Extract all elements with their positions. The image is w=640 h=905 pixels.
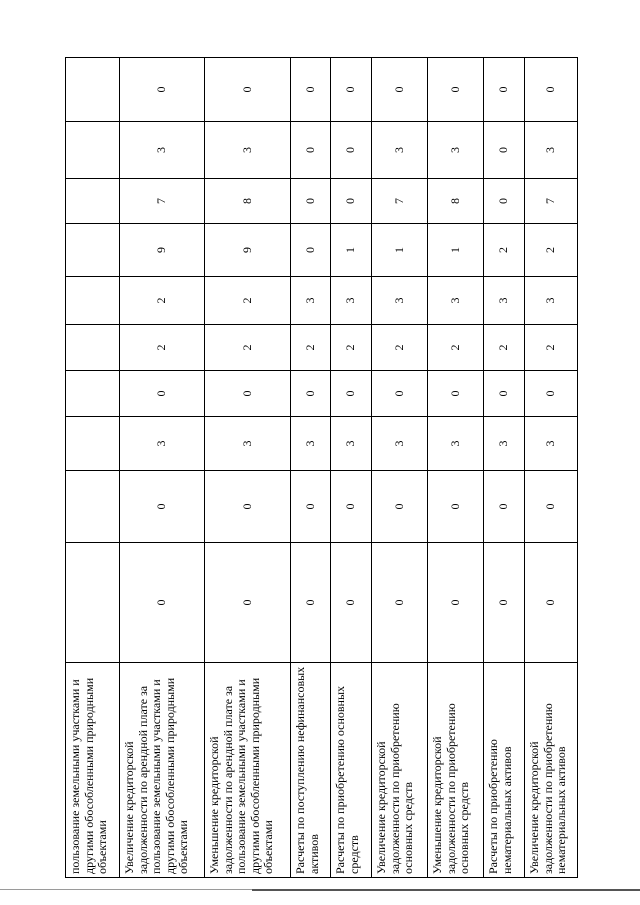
code-cell-10: 0 xyxy=(372,58,428,122)
code-cell-6: 3 xyxy=(372,277,428,325)
code-cell-4: 0 xyxy=(428,371,484,417)
code-cell-5: 2 xyxy=(428,325,484,371)
code-cell-2: 0 xyxy=(331,471,372,543)
code-cell-4: 0 xyxy=(205,371,291,417)
code-cell-10: 0 xyxy=(120,58,205,122)
code-cell-3: 3 xyxy=(428,417,484,471)
code-cell-8: 0 xyxy=(484,179,525,224)
code-cell-9: 3 xyxy=(525,122,578,179)
code-cell-5: 2 xyxy=(120,325,205,371)
code-cell-4: 0 xyxy=(291,371,331,417)
code-cell-3: 3 xyxy=(372,417,428,471)
code-cell-8: 8 xyxy=(428,179,484,224)
row-description: Уменьшение кредиторской задолженности по приобретению основных средств xyxy=(428,663,484,878)
code-cell-10: 0 xyxy=(291,58,331,122)
row-description: Расчеты по поступлению нефинансовых активов xyxy=(291,663,331,878)
table-row xyxy=(331,58,372,878)
code-cell-9 xyxy=(66,122,120,179)
code-cell-7: 1 xyxy=(331,224,372,277)
table-row xyxy=(428,58,484,878)
code-cell-9: 3 xyxy=(372,122,428,179)
code-cell-6: 3 xyxy=(291,277,331,325)
code-cell-1: 0 xyxy=(428,543,484,663)
code-cell-4: 0 xyxy=(525,371,578,417)
scan-edge-mark xyxy=(252,889,640,891)
code-cell-6: 2 xyxy=(120,277,205,325)
code-cell-5: 2 xyxy=(291,325,331,371)
code-cell-9: 3 xyxy=(428,122,484,179)
code-cell-8: 0 xyxy=(291,179,331,224)
code-cell-8: 7 xyxy=(120,179,205,224)
code-cell-3: 3 xyxy=(205,417,291,471)
code-cell-2 xyxy=(66,471,120,543)
accounting-codes-table xyxy=(65,57,578,878)
table-row xyxy=(205,58,291,878)
code-cell-2: 0 xyxy=(120,471,205,543)
code-cell-5 xyxy=(66,325,120,371)
code-cell-5: 2 xyxy=(372,325,428,371)
code-cell-10: 0 xyxy=(205,58,291,122)
row-description: Увеличение кредиторской задолженности по приобретению основных средств xyxy=(372,663,428,878)
code-cell-4: 0 xyxy=(331,371,372,417)
code-cell-7: 2 xyxy=(525,224,578,277)
code-cell-8: 0 xyxy=(331,179,372,224)
code-cell-7: 9 xyxy=(205,224,291,277)
row-description: Уменьшение кредиторской задолженности по арендной плате за пользование земельными участками и другими обособленными природными объектами xyxy=(205,663,291,878)
code-cell-9: 0 xyxy=(331,122,372,179)
code-cell-6: 3 xyxy=(428,277,484,325)
code-cell-2: 0 xyxy=(291,471,331,543)
code-cell-10: 0 xyxy=(525,58,578,122)
code-cell-6: 2 xyxy=(205,277,291,325)
table-row xyxy=(291,58,331,878)
row-description: пользование земельными участками и другими обособленными природными объектами xyxy=(66,663,120,878)
code-cell-7 xyxy=(66,224,120,277)
code-cell-3 xyxy=(66,417,120,471)
code-cell-1: 0 xyxy=(484,543,525,663)
code-cell-2: 0 xyxy=(525,471,578,543)
table-row xyxy=(525,58,578,878)
code-cell-9: 0 xyxy=(484,122,525,179)
row-description: Увеличение кредиторской задолженности по арендной плате за пользование земельными участками и другими обособленными природными объектами xyxy=(120,663,205,878)
code-cell-8 xyxy=(66,179,120,224)
code-cell-1: 0 xyxy=(205,543,291,663)
code-cell-1: 0 xyxy=(331,543,372,663)
code-cell-9: 0 xyxy=(291,122,331,179)
code-cell-4: 0 xyxy=(484,371,525,417)
code-cell-7: 9 xyxy=(120,224,205,277)
table-row xyxy=(484,58,525,878)
code-cell-8: 7 xyxy=(525,179,578,224)
code-cell-7: 1 xyxy=(428,224,484,277)
code-cell-8: 7 xyxy=(372,179,428,224)
code-cell-6: 3 xyxy=(484,277,525,325)
code-cell-3: 3 xyxy=(525,417,578,471)
code-cell-10 xyxy=(66,58,120,122)
code-cell-1: 0 xyxy=(291,543,331,663)
code-cell-3: 3 xyxy=(331,417,372,471)
code-cell-2: 0 xyxy=(205,471,291,543)
code-cell-2: 0 xyxy=(372,471,428,543)
table-row xyxy=(66,58,120,878)
code-cell-10: 0 xyxy=(331,58,372,122)
code-cell-9: 3 xyxy=(205,122,291,179)
code-cell-3: 3 xyxy=(120,417,205,471)
code-cell-7: 1 xyxy=(372,224,428,277)
code-cell-4 xyxy=(66,371,120,417)
table-row xyxy=(372,58,428,878)
code-cell-3: 3 xyxy=(484,417,525,471)
table-row xyxy=(120,58,205,878)
code-cell-1: 0 xyxy=(525,543,578,663)
code-cell-1 xyxy=(66,543,120,663)
code-cell-5: 2 xyxy=(484,325,525,371)
code-cell-7: 0 xyxy=(291,224,331,277)
code-cell-5: 2 xyxy=(331,325,372,371)
code-cell-6: 3 xyxy=(331,277,372,325)
code-cell-3: 3 xyxy=(291,417,331,471)
code-cell-2: 0 xyxy=(484,471,525,543)
code-cell-7: 2 xyxy=(484,224,525,277)
code-cell-6: 3 xyxy=(525,277,578,325)
row-description: Увеличение кредиторской задолженности по приобретению нематериальных активов xyxy=(525,663,578,878)
code-cell-1: 0 xyxy=(372,543,428,663)
code-cell-8: 8 xyxy=(205,179,291,224)
code-cell-4: 0 xyxy=(372,371,428,417)
code-cell-5: 2 xyxy=(205,325,291,371)
code-cell-5: 2 xyxy=(525,325,578,371)
code-cell-6 xyxy=(66,277,120,325)
code-cell-2: 0 xyxy=(428,471,484,543)
code-cell-10: 0 xyxy=(428,58,484,122)
code-cell-9: 3 xyxy=(120,122,205,179)
code-cell-4: 0 xyxy=(120,371,205,417)
code-cell-10: 0 xyxy=(484,58,525,122)
code-cell-1: 0 xyxy=(120,543,205,663)
row-description: Расчеты по приобретению основных средств xyxy=(331,663,372,878)
row-description: Расчеты по приобретению нематериальных активов xyxy=(484,663,525,878)
rotated-table-container xyxy=(65,58,577,878)
